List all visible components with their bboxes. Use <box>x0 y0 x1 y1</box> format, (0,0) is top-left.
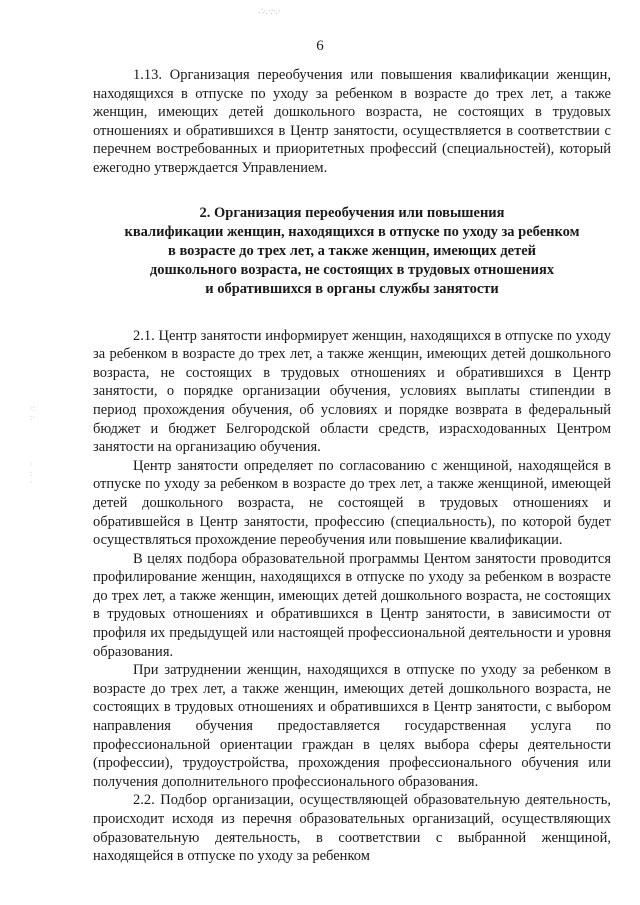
document-body <box>93 66 611 866</box>
section-title-line: 2. Организация переобучения или повышения <box>199 204 505 221</box>
section-title <box>93 204 611 299</box>
paragraph-1-13: 1.13. Организация переобучения или повышения квалификации женщин, находящихся в отпуске по уходу за ребенком в возрасте до трех лет, а также женщин, имеющих детей дошкольного возраста, не состоящих в трудовых отношениях и обратившихся в Центр занятости, осуществляется в соответствии с перечнем востребованных и приоритетных профессий (специальностей), который ежегодно утверждается Управлением. <box>93 67 611 176</box>
scan-artifact: ∴·.·:·.· <box>258 6 281 16</box>
paragraph: В целях подбора образовательной программы Центом занятости проводится профилирование женщин, находящихся в отпуске по уходу за ребенком в возрасте до трех лет, а также женщин, имеющих детей дошкольного возраста, не состоящих в трудовых отношениях и обратившихся в Центр занятости, в зависимости от профиля их предыдущей или настоящей профессиональной деятельности и уровня образования. <box>93 550 611 660</box>
section-title-line: дошкольного возраста, не состоящих в трудовых отношениях <box>149 261 555 278</box>
section-title-line: квалификации женщин, находящихся в отпуске по уходу за ребенком <box>124 223 580 240</box>
paragraph: Центр занятости определяет по согласованию с женщиной, находящейся в отпуске по уходу за ребенком в возрасте до трех лет, а также женщиной, имеющей детей дошкольного возраста, не состоящей в трудовых отношениях и обратившейся в Центр занятости, профессию (специальность), по которой будет осуществляться прохождение переобучения или повышение квалификации. <box>93 457 611 549</box>
page-number: 6 <box>316 38 324 54</box>
margin-artifact: · : · <box>30 460 33 487</box>
section-title-line: и обратившихся в органы службы занятости <box>205 280 499 297</box>
paragraph-2-1: 2.1. Центр занятости информирует женщин, находящихся в отпуске по уходу за ребенком в возрасте до трех лет, а также женщин, имеющих детей дошкольного возраста, не состоящих в трудовых отношениях и обратившихся в Центр занятости, о порядке организации обучения, условиях выплаты стипендии в период прохождения обучения, об условиях и порядке возврата в федеральный бюджет и бюджет Белгородской области средств, израсходованных Центром занятости на организацию обучения. <box>93 327 611 456</box>
paragraph-2-2: 2.2. Подбор организации, осуществляющей образовательную деятельность, происходит исходя из перечня образовательных организаций, осуществляющих образовательную деятельность, в соответствии с выбранной женщиной, находящейся в отпуске по уходу за ребенком <box>93 792 611 865</box>
section-title-line: в возрасте до трех лет, а также женщин, имеющих детей <box>167 242 537 259</box>
paragraph: При затруднении женщин, находящихся в отпуске по уходу за ребенком в возрасте до трех лет, а также женщин, имеющих детей дошкольного возраста, не состоящих в трудовых отношениях и обратившихся в Центр занятости, с выбором направления обучения предоставляется государственная услуга по профессиональной ориентации граждан в целях выбора сферы деятельности (профессии), трудоустройства, прохождения профессионального обучения или получения дополнительного профессионального образования. <box>93 662 611 790</box>
margin-artifact: ·: :· <box>30 404 35 422</box>
